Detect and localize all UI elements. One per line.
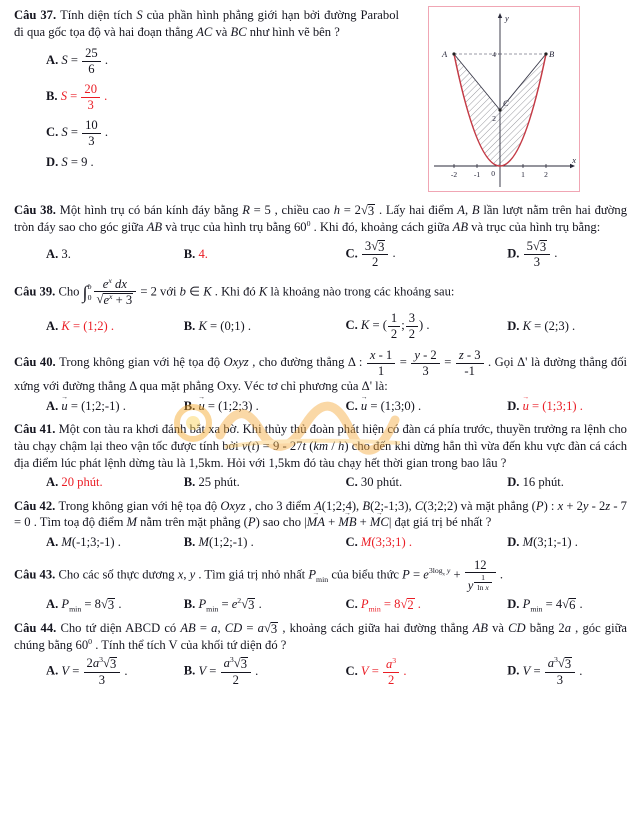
option-letter: C.: [345, 246, 361, 261]
x-tick-2: 2: [544, 170, 548, 179]
question-number: Câu 37.: [14, 8, 61, 22]
option-value: K = (0;1) .: [198, 318, 252, 333]
options: [14, 534, 627, 550]
option-37-a: [46, 46, 627, 76]
option-value: $P_{min} = 8$ √ 3 .: [61, 596, 122, 614]
option-41-a: [46, 474, 184, 490]
question-cau-42: [14, 498, 627, 551]
option-value: u → = (1;2;3) .: [198, 399, 258, 413]
x-tick-neg2: -2: [450, 170, 458, 179]
label-point-a: A: [442, 49, 448, 59]
x-tick-0: 0: [491, 169, 495, 178]
option-letter: A.: [46, 247, 62, 262]
option-value: K = (2;3) .: [522, 318, 576, 333]
option-41-c: [345, 474, 507, 490]
option-letter: A.: [46, 663, 62, 678]
option-value: M(3;3;1) .: [360, 535, 412, 550]
x-tick-neg1: -1: [473, 170, 481, 179]
option-value: 3 √ 3 2 .: [361, 246, 396, 260]
question-text: Câu 44. Cho tứ diện ABCD có AB = a, CD = a √ 3 , khoảng cách giữa hai đường thẳng AB và CD bằng 2a , góc giữa chúng bằng $60^0$ . Tính thể tích V của khối tứ diện đó ?: [14, 620, 628, 652]
option-38-a: [46, 246, 184, 262]
option-value: V = $a^3$ √ 3 3 .: [522, 655, 583, 688]
option-letter: B.: [183, 596, 199, 611]
question-number: Câu 41.: [14, 422, 59, 437]
option-letter: D.: [507, 398, 523, 413]
option-letter: B.: [183, 663, 199, 678]
option-39-c: [345, 311, 507, 341]
option-value: $P_{min} = 8$ √ 2 .: [360, 596, 421, 614]
option-letter: C.: [345, 663, 361, 678]
option-37-b: [46, 82, 627, 112]
option-value: V = $a^3$ √ 3 2 .: [198, 655, 259, 688]
question-text: Câu 37. Tính diện tích S của phần hình phẳng giới hạn bởi đường Parabol đi qua gốc tọa độ và hai đoạn thẳng AC và BC như hình vẽ bên ?: [14, 8, 399, 39]
option-value: 16 phút.: [522, 475, 564, 490]
option-value: M(1;2;-1) .: [198, 535, 254, 550]
option-letter: D.: [507, 475, 523, 490]
label-point-b: B: [549, 49, 555, 59]
x-tick-1: 1: [521, 170, 525, 179]
options: [14, 239, 627, 270]
option-value: M(-1;3;-1) .: [61, 535, 121, 550]
question-cau-43: [14, 558, 627, 613]
option-letter: B.: [183, 247, 199, 262]
option-value: u → = (1;3;1) .: [523, 399, 583, 413]
question-list: [14, 7, 627, 688]
option-39-a: [46, 318, 184, 334]
question-number: Câu 38.: [14, 203, 60, 217]
option-38-d: [507, 239, 627, 270]
option-letter: A.: [46, 535, 62, 550]
option-letter: D.: [46, 155, 62, 170]
option-value: 3.: [61, 247, 71, 262]
option-value: M(3;1;-1) .: [522, 535, 578, 550]
option-letter: C.: [345, 318, 361, 333]
option-42-d: [507, 534, 627, 550]
question-number: Câu 44.: [14, 620, 61, 635]
question-number: Câu 43.: [14, 567, 59, 582]
option-value: $P_{min} = 4$ √ 6 .: [522, 596, 583, 614]
option-value: 20 phút.: [61, 475, 103, 490]
option-letter: B.: [183, 398, 199, 413]
option-value: S = $\frac{10}{3}$ .: [61, 118, 108, 148]
question-number: Câu 39.: [14, 284, 59, 299]
option-letter: C.: [345, 398, 361, 413]
question-cau-41: [14, 421, 627, 491]
option-letter: B.: [46, 89, 61, 104]
option-letter: A.: [46, 398, 62, 413]
y-tick-4: 4: [492, 50, 496, 59]
options: [14, 596, 627, 613]
option-value: 30 phút.: [360, 475, 403, 490]
question-cau-38: [14, 202, 627, 270]
option-value: S = $\frac{20}{3}$ .: [60, 82, 108, 112]
option-40-d: [507, 398, 627, 414]
option-letter: B.: [183, 535, 199, 550]
option-41-b: [184, 474, 346, 490]
option-letter: C.: [345, 475, 361, 490]
option-44-b: [184, 656, 346, 687]
option-value: $P_{min} = e^2$ √ 3 .: [198, 595, 262, 614]
option-letter: D.: [507, 663, 523, 678]
option-38-c: [345, 239, 507, 270]
options: [14, 474, 627, 490]
option-letter: D.: [507, 596, 523, 611]
question-cau-40: [14, 348, 627, 414]
question-text: Câu 42. Trong không gian với hệ tọa độ Oxyz , cho 3 điểm A(1;2;4), B(2;-1;3), C(3;2;2) và mặt phẳng (P) : x + 2y - 2z - 7 = 0 . Tìm toạ độ điểm M nằm trên mặt phẳng (P) sao cho |MA → + MB → + MC →| đạt giá trị bé nhất ?: [14, 498, 627, 531]
option-44-a: [46, 656, 184, 687]
option-42-c: [345, 534, 507, 550]
option-43-a: [46, 596, 184, 613]
option-value: u → = (1;3;0) .: [361, 399, 421, 413]
option-letter: B.: [183, 475, 199, 490]
question-number: Câu 42.: [14, 498, 59, 513]
option-42-b: [184, 534, 346, 550]
option-38-b: [184, 246, 346, 262]
option-44-c: [345, 657, 507, 687]
option-letter: D.: [507, 535, 523, 550]
x-axis-label: x: [572, 155, 576, 165]
option-42-a: [46, 534, 184, 550]
options: [14, 398, 627, 414]
option-44-d: [507, 656, 627, 687]
option-letter: A.: [46, 475, 62, 490]
option-letter: A.: [46, 318, 62, 333]
y-axis-label: y: [505, 13, 509, 23]
option-letter: D.: [507, 318, 523, 333]
option-value: u → = (1;2;-1) .: [61, 399, 125, 413]
options: [14, 656, 627, 687]
option-value: V = $2a^3$ √ 3 3 .: [61, 655, 128, 688]
option-43-b: [184, 596, 346, 613]
option-value: K = ( $\frac{1}{2}$ ; $\frac{3}{2}$ ) .: [360, 311, 430, 341]
options: [14, 46, 627, 170]
option-43-d: [507, 596, 627, 613]
question-text: Câu 38. Một hình trụ có bán kính đáy bằng R = 5 , chiều cao h = 2 √ 3 . Lấy hai điểm A, B lần lượt nằm trên hai đường tròn đáy sao cho góc giữa AB và trục của hình trụ bằng $60^0$ . Khi đó, khoảng cách giữa AB và trục của hình trụ bằng:: [14, 203, 628, 234]
option-37-c: [46, 118, 627, 148]
option-40-a: [46, 398, 184, 414]
option-value: 5 √ 3 3 .: [523, 246, 558, 260]
option-letter: D.: [507, 246, 523, 261]
option-letter: B.: [183, 318, 199, 333]
option-value: K = (1;2) .: [61, 318, 114, 333]
option-40-c: [345, 398, 507, 414]
option-value: S = $\frac{25}{6}$ .: [61, 46, 108, 76]
label-point-c: C: [503, 98, 509, 108]
question-text: Câu 40. Trong không gian với hệ tọa độ Oxyz , cho đường thẳng Δ : $\frac{x - 1}{1}$ = $\frac{y - 2}{3}$ = $\frac{z - 3}{-1}$ . Gọi Δ' là đường thẳng đối xứng với đường thẳng Δ qua mặt phẳng Oxy. Véc tơ chỉ phương của Δ' là:: [14, 348, 627, 394]
y-tick-2: 2: [492, 114, 496, 123]
option-letter: A.: [46, 596, 62, 611]
option-39-b: [184, 318, 346, 334]
option-43-c: [345, 596, 507, 613]
option-37-d: [46, 154, 627, 170]
question-cau-44: [14, 620, 627, 688]
options: [14, 311, 627, 341]
question-text: Câu 41. Một con tàu ra khơi đánh bắt xa bờ. Khi thủy thủ đoàn phát hiện có đàn cá phía trước, thuyền trưởng ra lệnh cho tàu chạy chậm lại theo vận tốc được tính bởi v(t) = 9 - 27t (km / h) cho đến khi dừng hẳn thì vừa đến khu vực đàn cá cách địa điểm lúc phát lệnh dừng tàu là 1,5km. Hỏi với 1,5km đó tàu chạy hết thời gian trong bao lâu ?: [14, 422, 627, 470]
question-cau-39: [14, 277, 627, 341]
question-text: Câu 43. Cho các số thực dương x, y . Tìm giá trị nhỏ nhất $P_{min}$ của biểu thức $P = e^{3log_x y}$ + 12 y $^{\frac{1}{\text{ln x}}}$ .: [14, 557, 504, 593]
option-41-d: [507, 474, 627, 490]
option-value: 4.: [198, 247, 208, 262]
option-value: S = 9 .: [61, 155, 94, 170]
question-cau-37: [14, 7, 627, 195]
option-letter: C.: [345, 596, 361, 611]
question-text: Câu 39. Cho ∫ b 0 $e^x$ dx √ $e^x + 3$ = 2 với b ∈ K . Khi đó K là khoảng nào trong các khoảng sau:: [14, 275, 455, 308]
option-39-d: [507, 318, 627, 334]
option-value: V = $\frac{a^3}{2}$ .: [360, 655, 407, 687]
option-40-b: [184, 398, 346, 414]
option-letter: A.: [46, 53, 62, 68]
question-number: Câu 40.: [14, 355, 60, 369]
option-value: 25 phút.: [198, 475, 240, 490]
option-letter: C.: [46, 125, 62, 140]
option-letter: C.: [345, 535, 361, 550]
